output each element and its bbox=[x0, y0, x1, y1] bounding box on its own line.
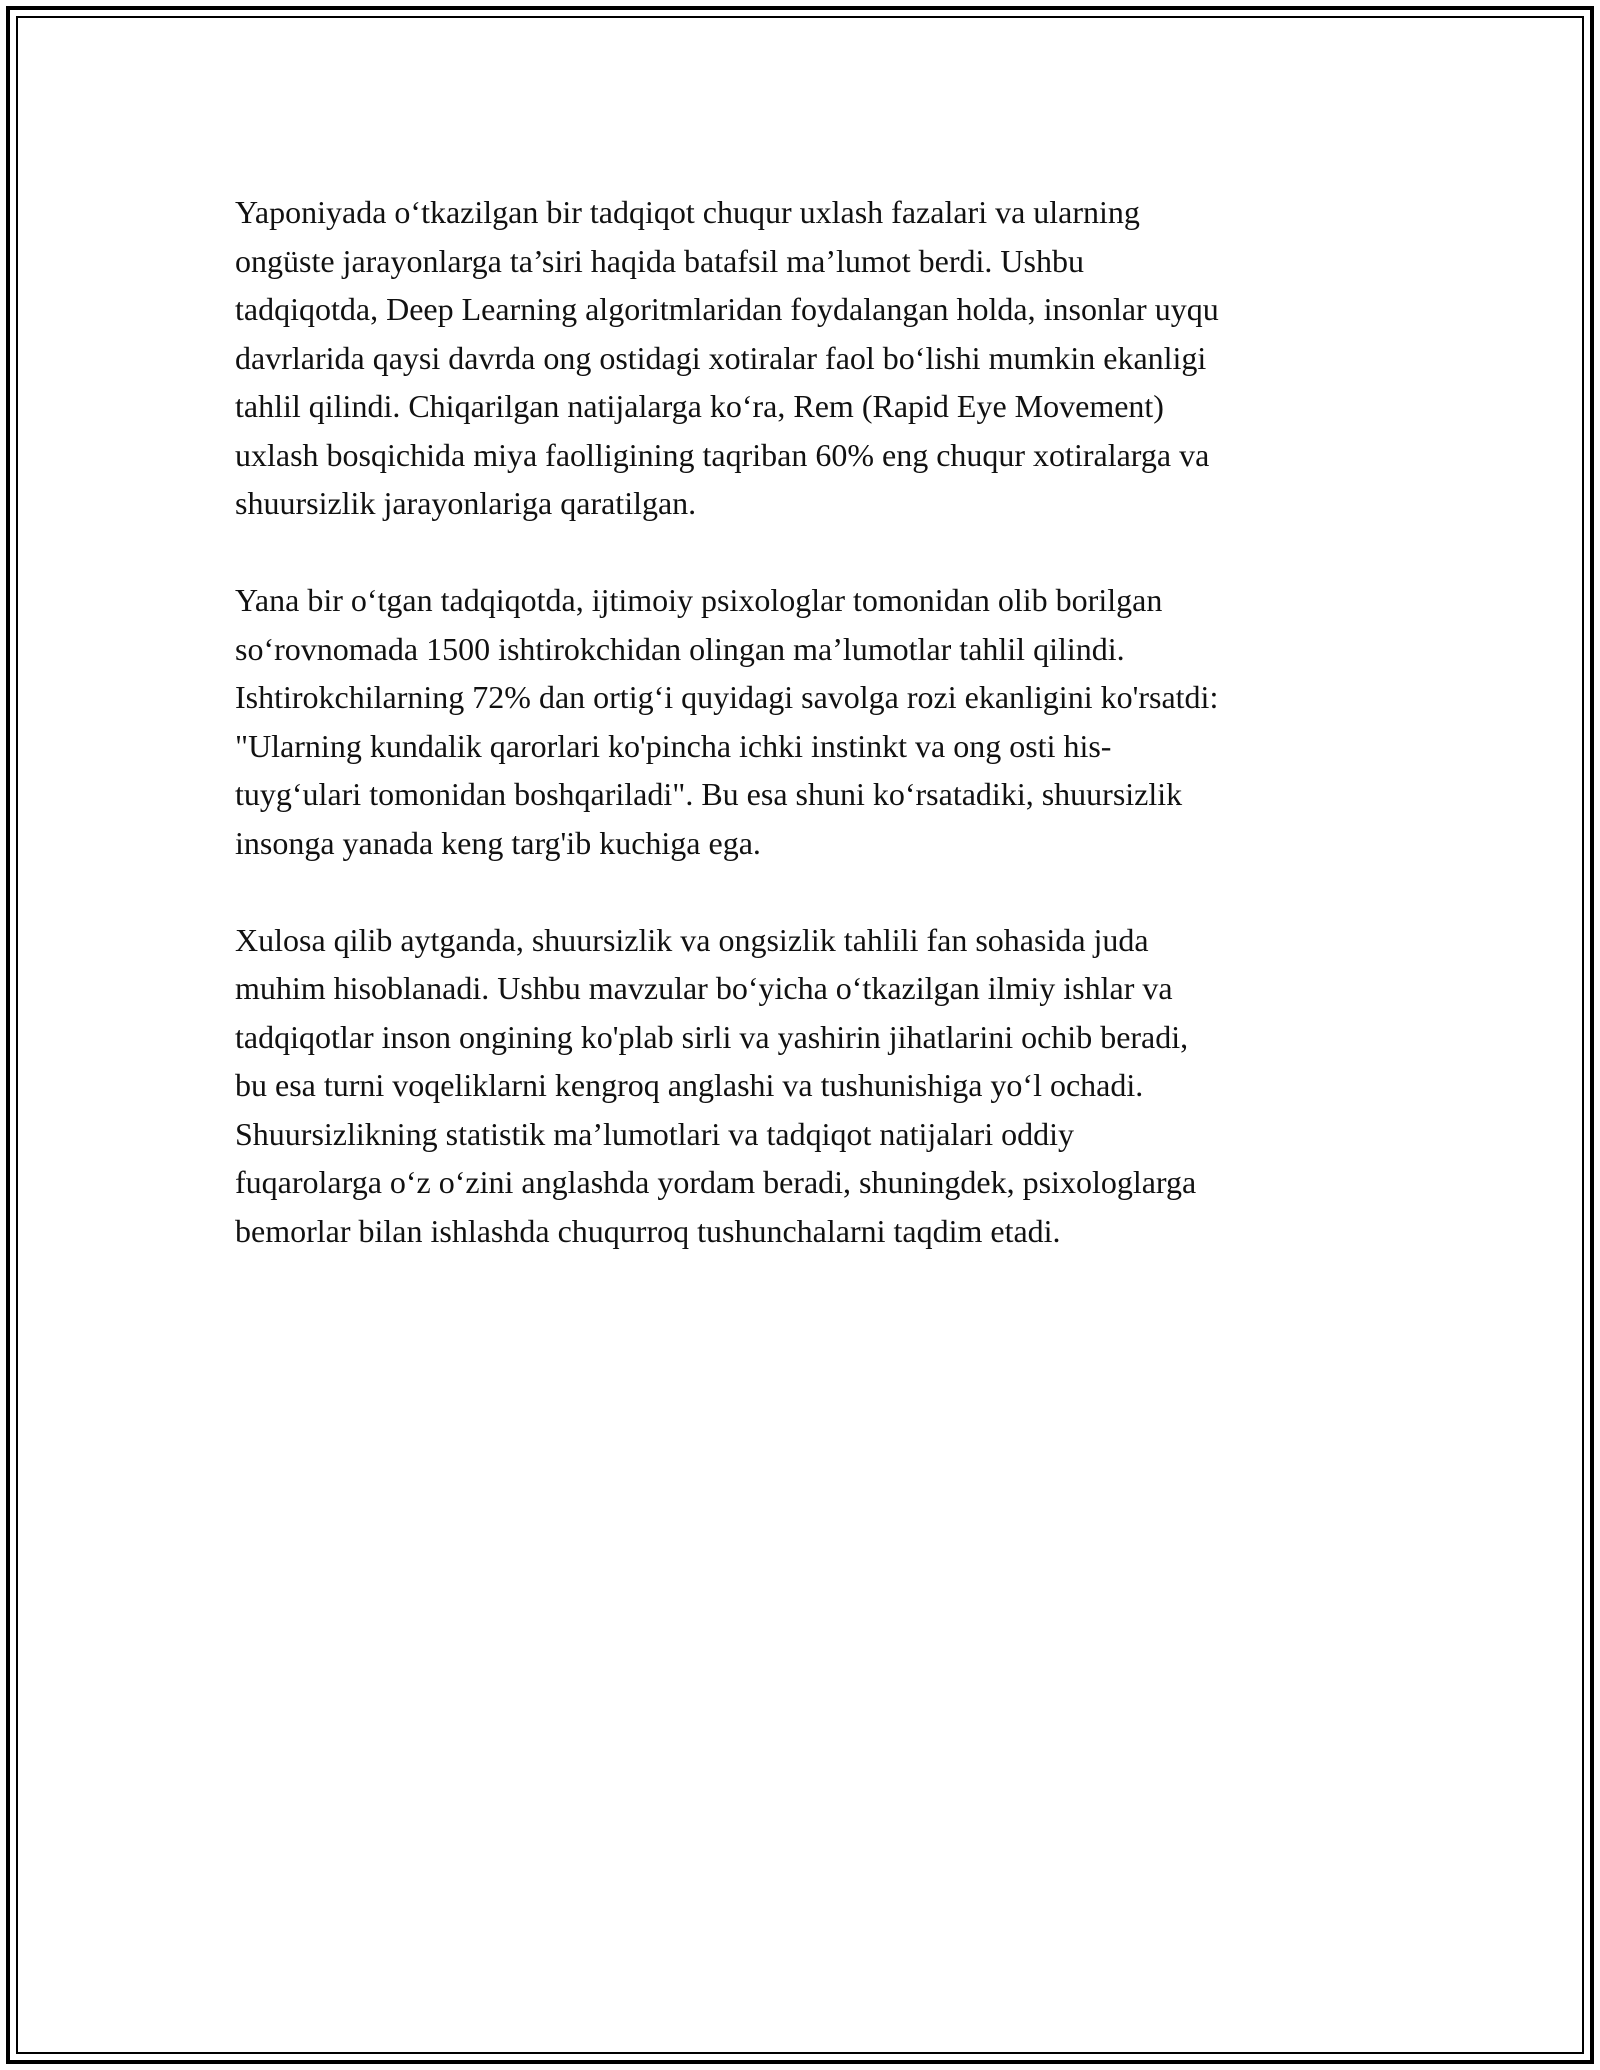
text-line: tadqiqotda, Deep Learning algoritmlaridan foydalangan holda, insonlar uyqu bbox=[235, 291, 1219, 327]
text-line: muhim hisoblanadi. Ushbu mavzular bo‘yicha o‘tkazilgan ilmiy ishlar va bbox=[235, 970, 1173, 1006]
text-line: bemorlar bilan ishlashda chuqurroq tushunchalarni taqdim etadi. bbox=[235, 1212, 1061, 1249]
text-line: Xulosa qilib aytganda, shuursizlik va ongsizlik tahlili fan sohasida juda bbox=[235, 921, 1149, 958]
paragraph-conclusion bbox=[235, 916, 1365, 1256]
text-line: Yana bir o‘tgan tadqiqotda, ijtimoiy psixologlar tomonidan olib borilgan bbox=[235, 582, 1163, 618]
text-line: tuyg‘ulari tomonidan boshqariladi". Bu esa shuni ko‘rsatadiki, shuursizlik bbox=[235, 776, 1183, 812]
text-line: tahlil qilindi. Chiqarilgan natijalarga ko‘ra, Rem (Rapid Eye Movement) bbox=[235, 388, 1164, 424]
text-line: "Ularning kundalik qarorlari ko'pincha ichki instinkt va ong osti his- bbox=[235, 727, 1112, 764]
text-line: ongüste jarayonlarga ta’siri haqida batafsil ma’lumot berdi. Ushbu bbox=[235, 242, 1084, 279]
paragraph-sleep-study bbox=[235, 188, 1365, 528]
document-body bbox=[235, 188, 1365, 1304]
text-line: insonga yanada keng targ'ib kuchiga ega. bbox=[235, 824, 761, 861]
text-line: davrlarida qaysi davrda ong ostidagi xotiralar faol bo‘lishi mumkin ekanligi bbox=[235, 339, 1207, 376]
text-line: so‘rovnomada 1500 ishtirokchidan olingan ma’lumotlar tahlil qilindi. bbox=[235, 630, 1125, 667]
text-line: Ishtirokchilarning 72% dan ortig‘i quyidagi savolga rozi ekanligini ko'rsatdi: bbox=[235, 679, 1219, 715]
text-line: Yaponiyada o‘tkazilgan bir tadqiqot chuqur uxlash fazalari va ularning bbox=[235, 194, 1140, 230]
text-line: fuqarolarga o‘z o‘zini anglashda yordam beradi, shuningdek, psixologlarga bbox=[235, 1164, 1197, 1200]
text-line: bu esa turni voqeliklarni kengroq anglashi va tushunishiga yo‘l ochadi. bbox=[235, 1067, 1144, 1103]
paragraph-survey-study bbox=[235, 576, 1365, 867]
text-line: uxlash bosqichida miya faolligining taqriban 60% eng chuqur xotiralarga va bbox=[235, 436, 1210, 473]
text-line: Shuursizlikning statistik ma’lumotlari va tadqiqot natijalari oddiy bbox=[235, 1115, 1074, 1152]
text-line: tadqiqotlar inson ongining ko'plab sirli va yashirin jihatlarini ochib beradi, bbox=[235, 1018, 1189, 1055]
text-line: shuursizlik jarayonlariga qaratilgan. bbox=[235, 485, 697, 521]
